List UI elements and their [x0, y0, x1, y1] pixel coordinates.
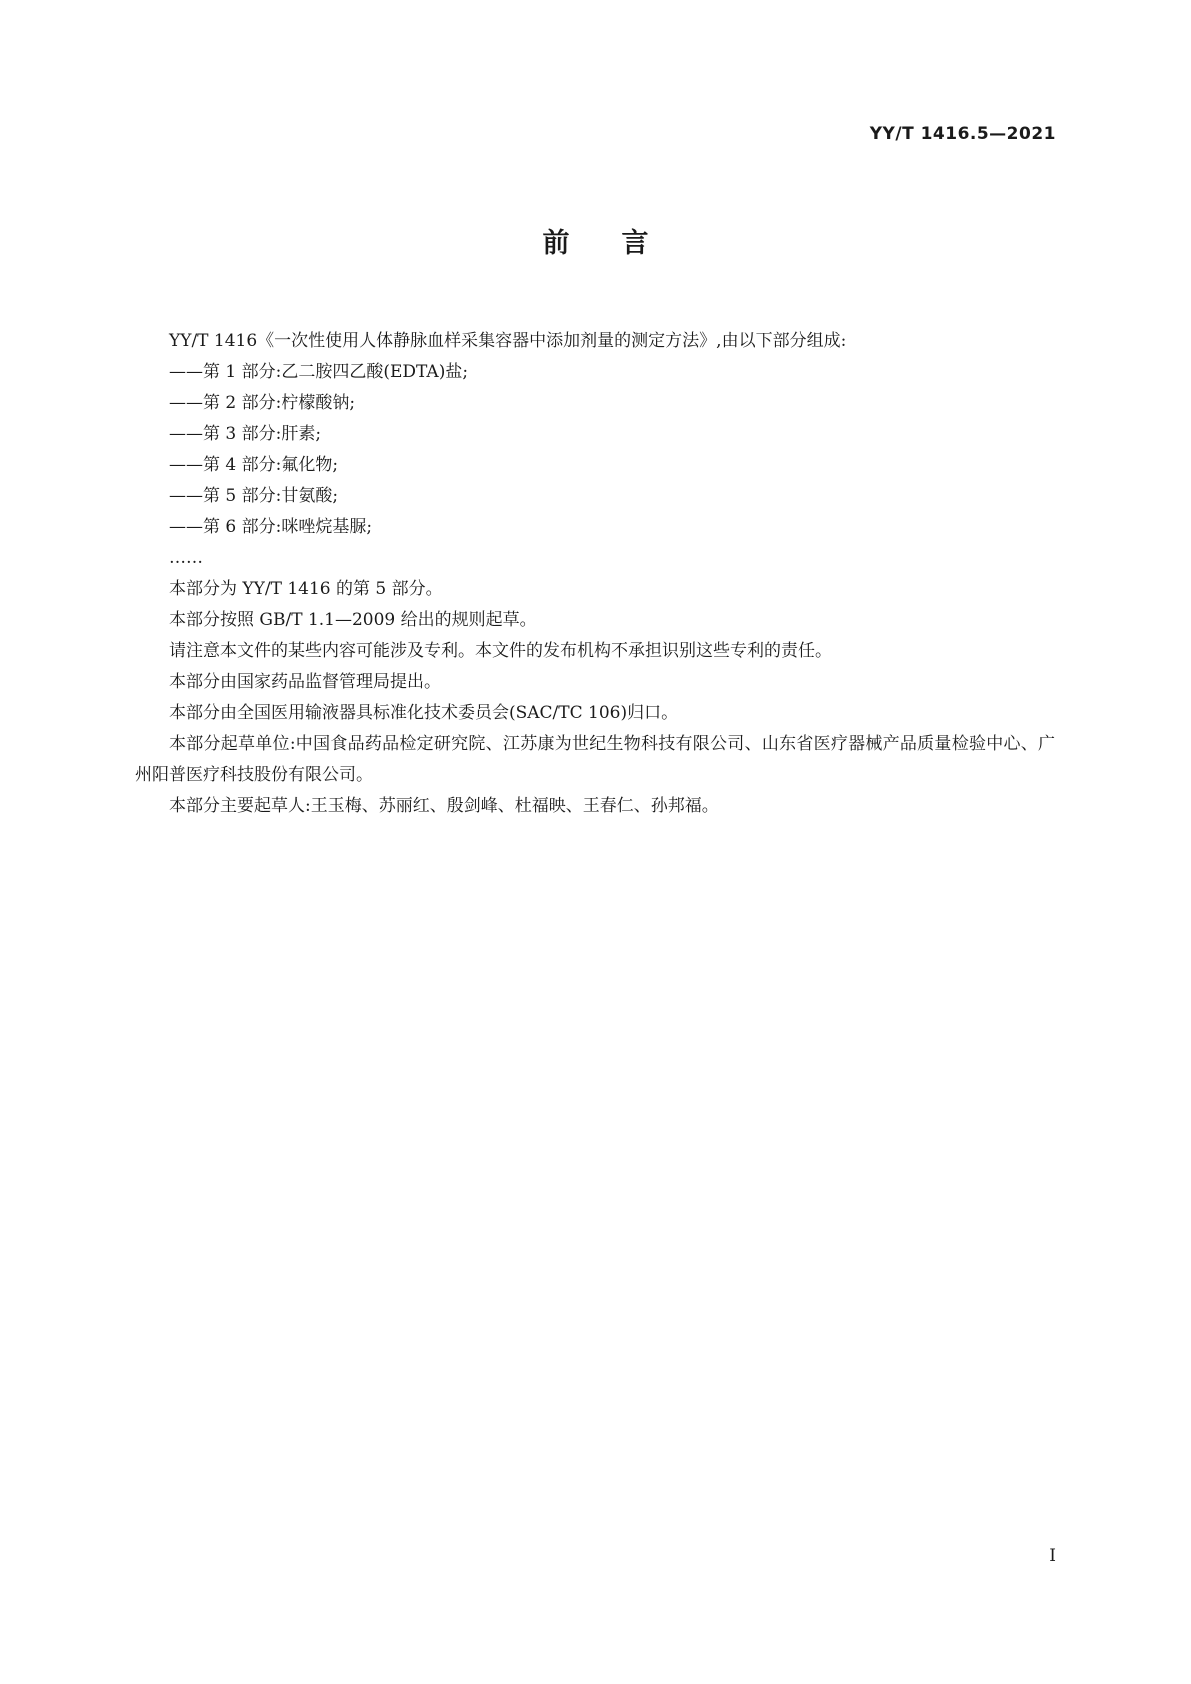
document-body — [135, 326, 1055, 822]
drafters: 本部分主要起草人:王玉梅、苏丽红、殷剑峰、杜福映、王春仁、孙邦福。 — [169, 796, 719, 816]
intro-paragraph: YY/T 1416《一次性使用人体静脉血样采集容器中添加剂量的测定方法》,由以下部分组成: — [169, 331, 847, 351]
part-list-item-5: ——第 5 部分:甘氨酸; — [169, 486, 339, 506]
part-list-item-4: ——第 4 部分:氟化物; — [169, 455, 339, 475]
page-number: I — [1049, 1546, 1056, 1566]
drafting-units: 本部分起草单位:中国食品药品检定研究院、江苏康为世纪生物科技有限公司、山东省医疗器械产品质量检验中心、广州阳普医疗科技股份有限公司。 — [135, 734, 1055, 785]
part-statement: 本部分为 YY/T 1416 的第 5 部分。 — [169, 579, 443, 599]
proposer-statement: 本部分由国家药品监督管理局提出。 — [169, 672, 441, 692]
patent-notice: 请注意本文件的某些内容可能涉及专利。本文件的发布机构不承担识别这些专利的责任。 — [169, 641, 832, 661]
page-title: 前言 — [542, 228, 701, 259]
part-list-ellipsis: …… — [169, 548, 203, 568]
part-list-item-3: ——第 3 部分:肝素; — [169, 424, 322, 444]
part-list-item-6: ——第 6 部分:咪唑烷基脲; — [169, 517, 373, 537]
part-list-item-2: ——第 2 部分:柠檬酸钠; — [169, 393, 356, 413]
part-list-item-1: ——第 1 部分:乙二胺四乙酸(EDTA)盐; — [169, 362, 469, 382]
committee-statement: 本部分由全国医用输液器具标准化技术委员会(SAC/TC 106)归口。 — [169, 703, 679, 723]
standard-code: YY/T 1416.5—2021 — [869, 124, 1056, 144]
drafting-rules-statement: 本部分按照 GB/T 1.1—2009 给出的规则起草。 — [169, 610, 537, 630]
